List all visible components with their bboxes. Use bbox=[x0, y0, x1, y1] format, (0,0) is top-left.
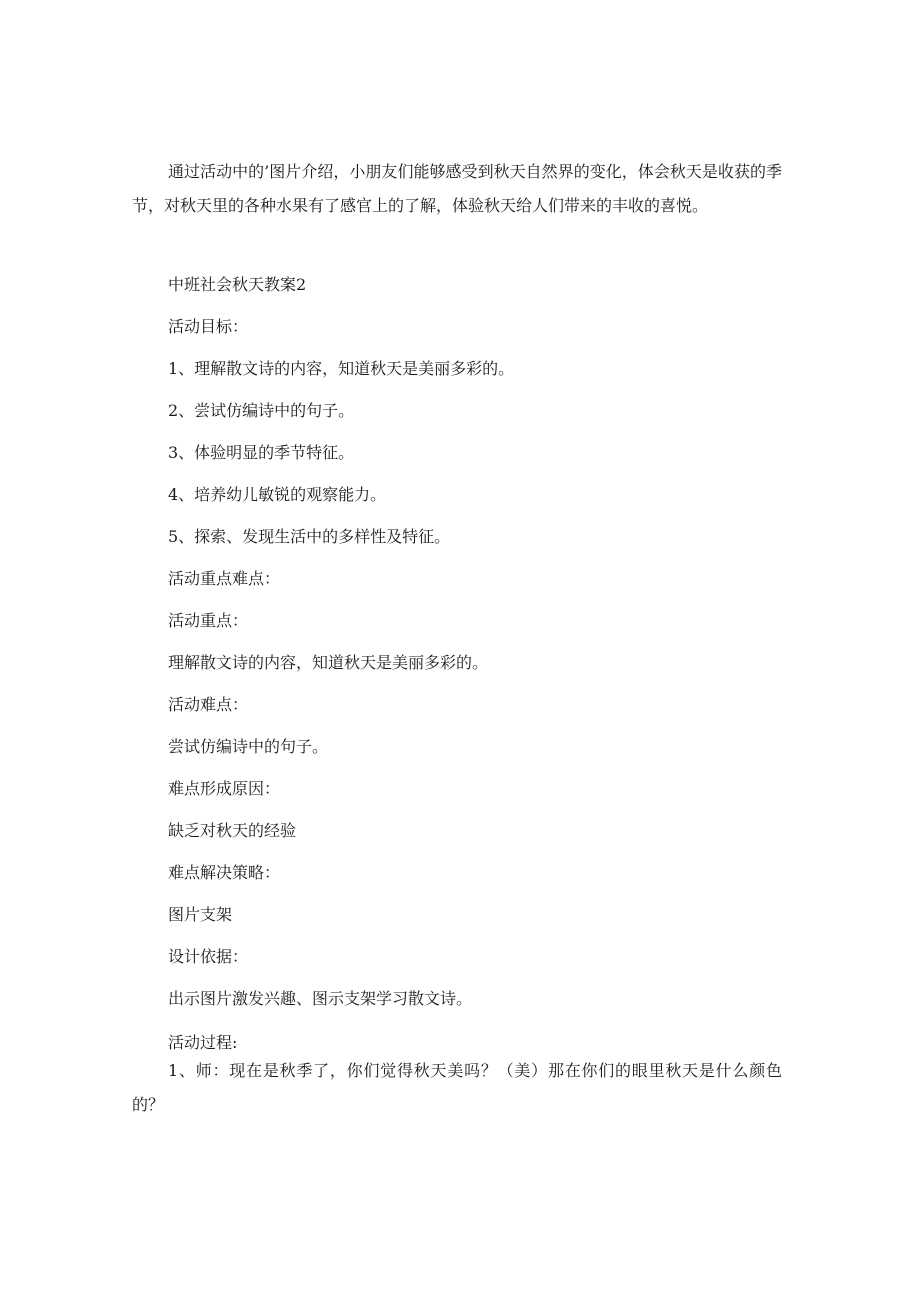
goal-item-1: 1、理解散文诗的内容，知道秋天是美丽多彩的。 bbox=[168, 359, 515, 378]
goal-item-4: 4、培养幼儿敏锐的观察能力。 bbox=[168, 485, 387, 504]
cause-heading: 难点形成原因： bbox=[168, 779, 281, 798]
goal-item-2: 2、尝试仿编诗中的句子。 bbox=[168, 401, 355, 420]
key-heading: 活动重点： bbox=[168, 611, 249, 630]
intro-paragraph: 通过活动中的’图片介绍，小朋友们能够感受到秋天自然界的变化，体会秋天是收获的季节，对秋天里的各种水果有了感官上的了解，体验秋天给人们带来的丰收的喜悦。 bbox=[132, 162, 782, 215]
strategy-heading: 难点解决策略： bbox=[168, 863, 281, 882]
lesson-title: 中班社会秋天教案2 bbox=[168, 275, 307, 294]
goal-item-5: 5、探索、发现生活中的多样性及特征。 bbox=[168, 527, 451, 546]
basis-heading: 设计依据： bbox=[168, 947, 249, 966]
goal-item-3: 3、体验明显的季节特征。 bbox=[168, 443, 355, 462]
strategy-text: 图片支架 bbox=[168, 905, 233, 924]
cause-text: 缺乏对秋天的经验 bbox=[168, 821, 297, 840]
process-heading: 活动过程: bbox=[168, 1033, 238, 1052]
key-difficult-heading: 活动重点难点： bbox=[168, 569, 281, 588]
difficult-text: 尝试仿编诗中的句子。 bbox=[168, 737, 329, 756]
goals-heading: 活动目标： bbox=[168, 317, 249, 336]
key-text: 理解散文诗的内容，知道秋天是美丽多彩的。 bbox=[168, 653, 489, 672]
process-step-1: 1、师：现在是秋季了，你们觉得秋天美吗？（美）那在你们的眼里秋天是什么颜色的？ bbox=[132, 1061, 782, 1114]
difficult-heading: 活动难点： bbox=[168, 695, 249, 714]
basis-text: 出示图片激发兴趣、图示支架学习散文诗。 bbox=[168, 989, 473, 1008]
